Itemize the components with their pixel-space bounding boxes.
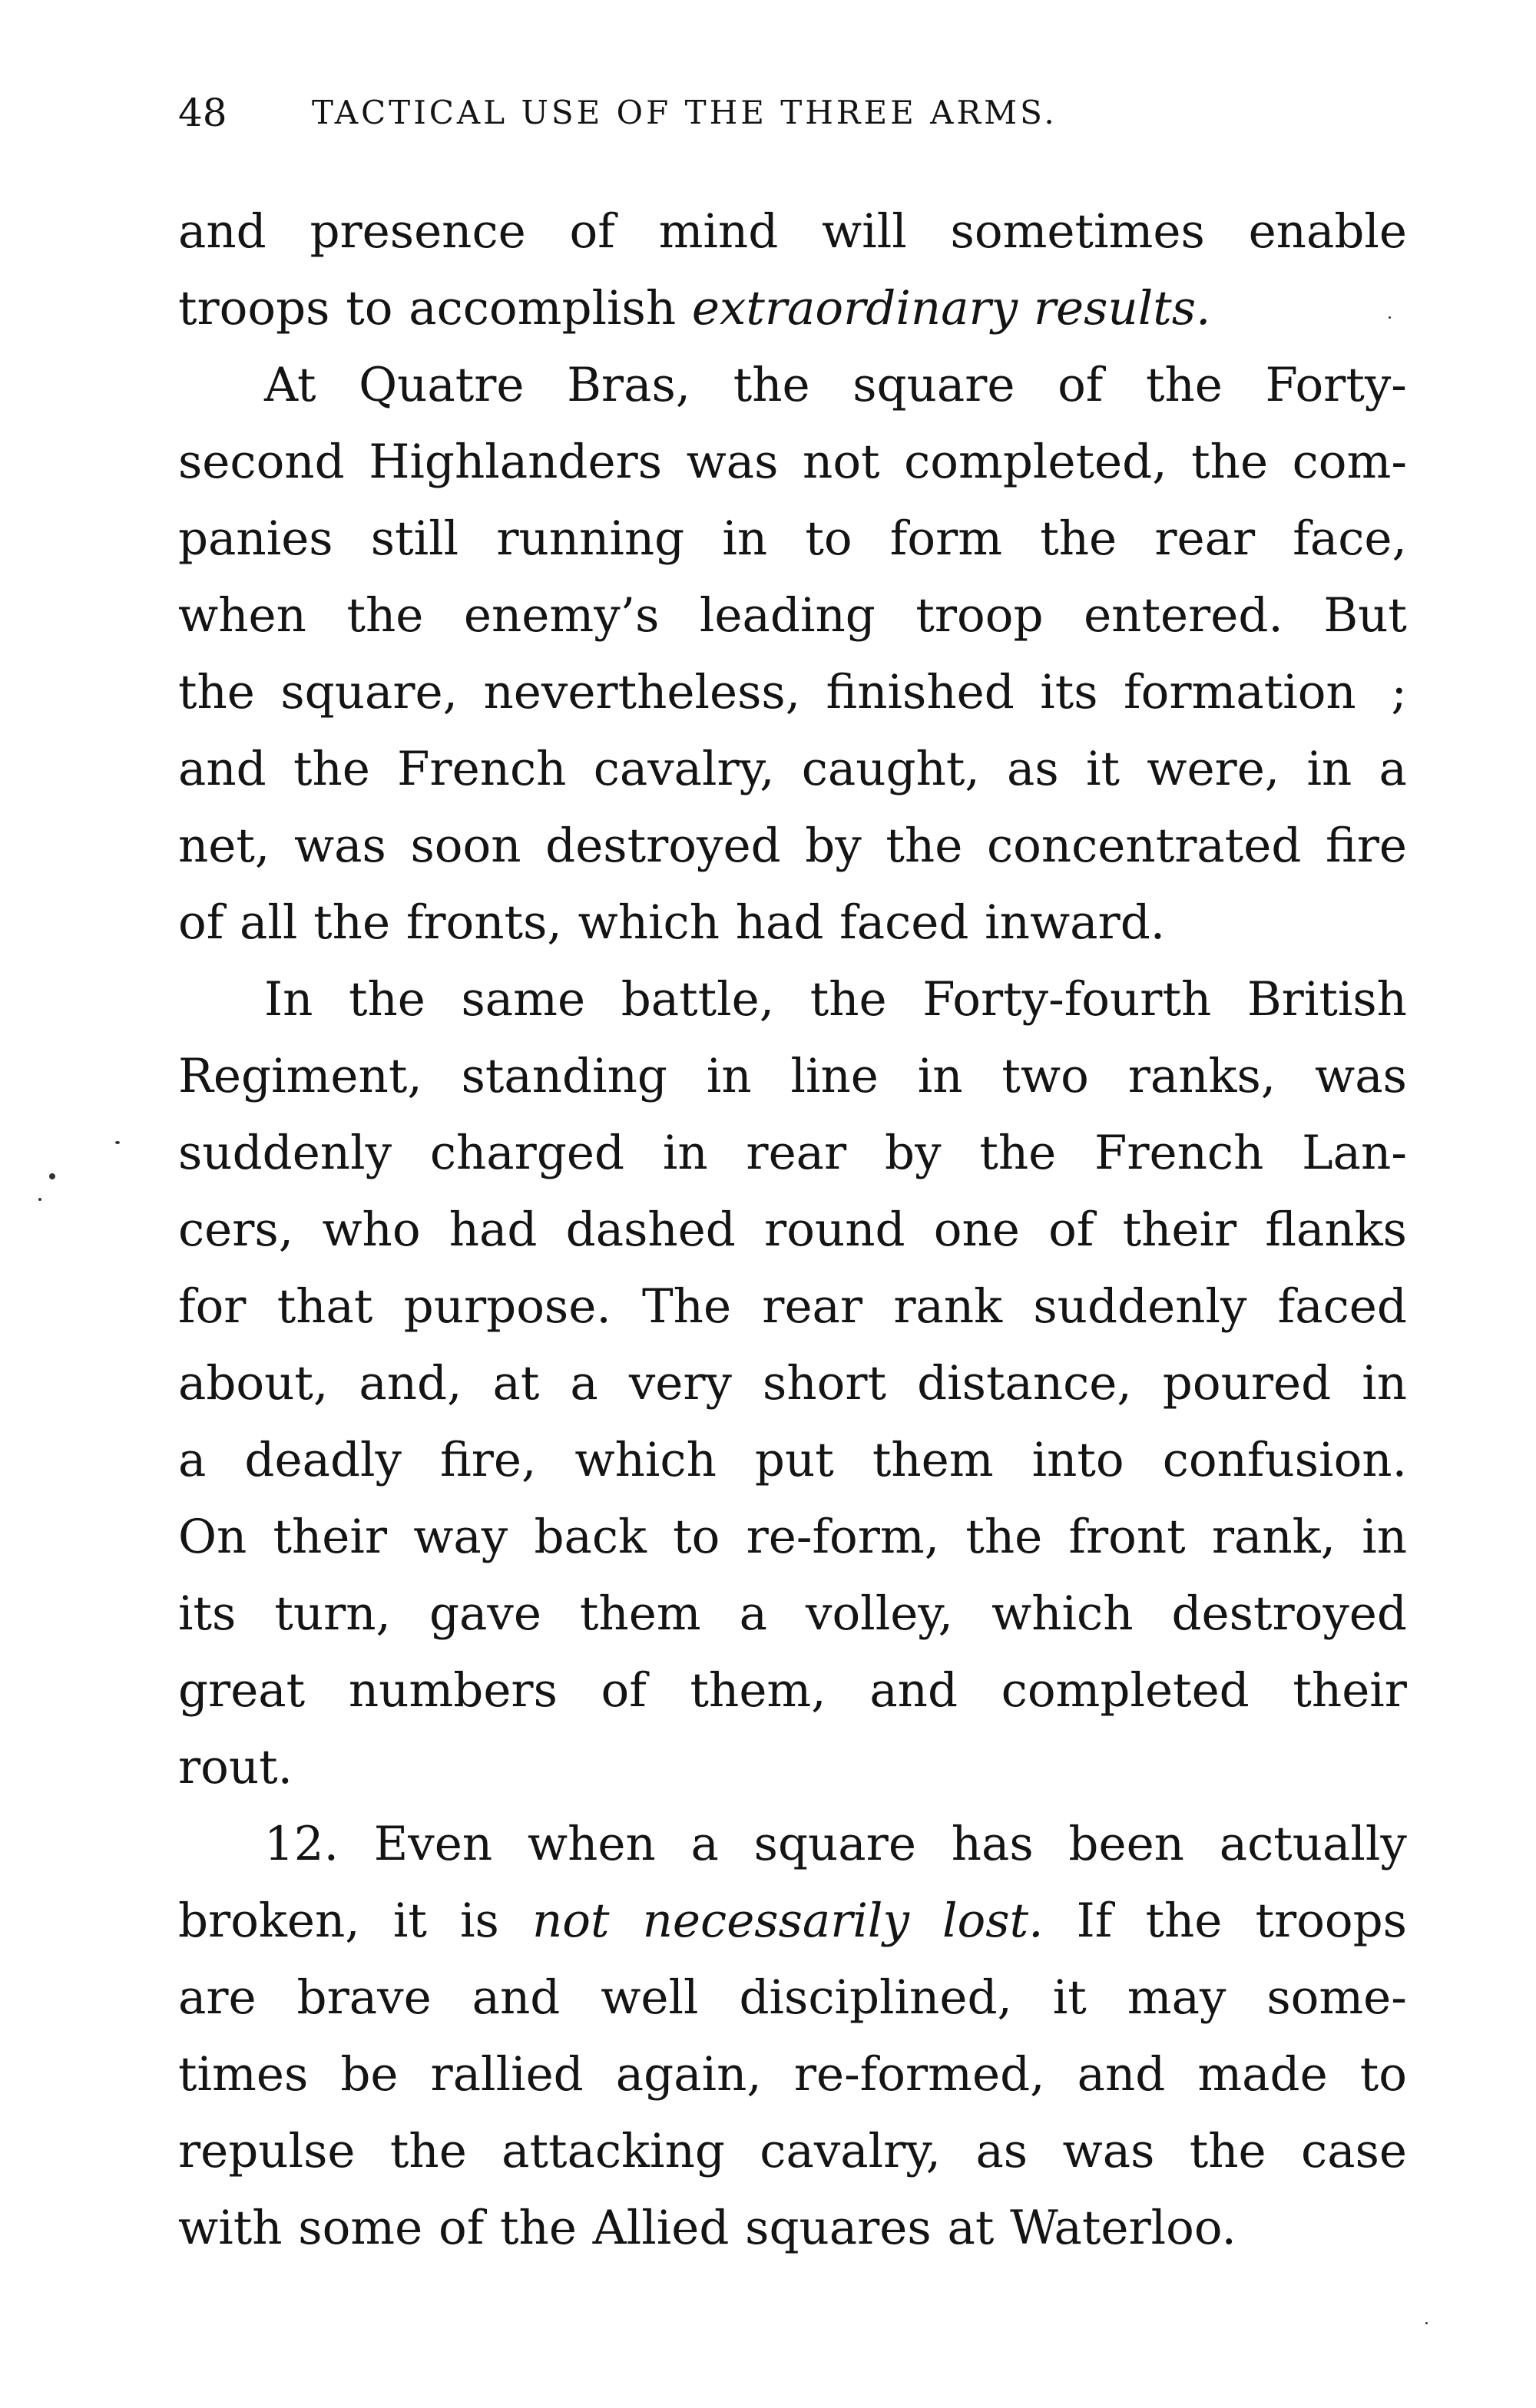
word: gave: [429, 1586, 541, 1641]
word: put: [754, 1433, 834, 1487]
word: it: [1085, 742, 1120, 796]
word: nevertheless,: [483, 665, 801, 719]
word: the: [178, 665, 255, 719]
word: completed: [1001, 1663, 1250, 1718]
word: 12.: [264, 1817, 339, 1871]
word: flanks: [1265, 1202, 1407, 1257]
word: completed,: [904, 435, 1167, 489]
word: one: [933, 1202, 1020, 1257]
word: leading: [699, 588, 876, 643]
word: Regiment,: [178, 1049, 422, 1103]
word: troops: [178, 281, 330, 336]
word: the: [979, 1126, 1057, 1180]
word: enable: [1248, 204, 1407, 259]
word: line: [790, 1049, 879, 1103]
word: formation: [1124, 665, 1356, 719]
text-line: [178, 194, 1407, 270]
word: In: [264, 972, 313, 1027]
word: poured: [1162, 1356, 1332, 1411]
word: com-: [1292, 435, 1407, 489]
word: in: [1362, 1356, 1407, 1411]
word: British: [1246, 972, 1407, 1027]
word: of: [178, 895, 224, 950]
word: cavalry,: [593, 742, 775, 796]
word: actually: [1219, 1817, 1407, 1871]
page-header: [178, 86, 1438, 140]
word: suddenly: [1033, 1279, 1247, 1334]
word: presence: [310, 204, 526, 259]
word: the: [1040, 511, 1117, 566]
text-line: [178, 1422, 1407, 1499]
word: a: [739, 1586, 768, 1641]
word: the: [733, 358, 810, 412]
word: all: [240, 895, 298, 950]
word: the: [346, 588, 424, 643]
word: when: [527, 1817, 656, 1871]
word: the: [1145, 358, 1223, 412]
word: the: [293, 742, 370, 796]
word: very: [628, 1356, 733, 1411]
text-line: [178, 1115, 1407, 1192]
word: running: [496, 511, 685, 566]
word: a: [690, 1817, 719, 1871]
word: in: [917, 1049, 963, 1103]
word: at: [492, 1356, 540, 1411]
word: French: [397, 742, 567, 796]
word: are: [178, 1970, 257, 2025]
word: their: [1293, 1663, 1407, 1718]
word: to: [673, 1510, 720, 1564]
word: form: [889, 511, 1003, 566]
word: turn,: [274, 1586, 391, 1641]
word: square: [852, 358, 1015, 412]
word: was: [1315, 1049, 1407, 1103]
word: and: [472, 1970, 561, 2025]
word: rank: [893, 1279, 1003, 1334]
word: the: [389, 2124, 467, 2178]
word: rallied: [430, 2047, 584, 2102]
word: case: [1301, 2124, 1407, 2178]
text-line: [178, 1038, 1407, 1115]
word: will: [822, 204, 907, 259]
word: standing: [461, 1049, 667, 1103]
word: its: [178, 1586, 237, 1641]
word: in: [1362, 1510, 1407, 1564]
text-line: [178, 1576, 1407, 1652]
word: charged: [429, 1126, 625, 1180]
text-line: [178, 2190, 1407, 2267]
word: the: [965, 1510, 1043, 1564]
word: has: [951, 1817, 1034, 1871]
word: the: [1189, 2124, 1266, 2178]
word: the: [313, 895, 391, 950]
word: to: [346, 281, 393, 336]
word: dashed: [565, 1202, 736, 1257]
word: the: [886, 819, 963, 873]
word: caught,: [801, 742, 980, 796]
word: into: [1031, 1433, 1124, 1487]
word: The: [641, 1279, 732, 1334]
word: troops: [1255, 1894, 1407, 1948]
word: Waterloo.: [1010, 2201, 1236, 2255]
word: purpose.: [403, 1279, 611, 1334]
word: ;: [1382, 665, 1407, 719]
word: in: [722, 511, 768, 566]
word: times: [178, 2047, 309, 2102]
word: numbers: [348, 1663, 558, 1718]
word: had: [735, 895, 824, 950]
word: Bras,: [567, 358, 691, 412]
word: is: [460, 1894, 499, 1948]
text-line: [178, 1345, 1407, 1422]
word: second: [178, 435, 345, 489]
word: when: [178, 588, 306, 643]
word: front: [1068, 1510, 1186, 1564]
word: rear: [1154, 511, 1256, 566]
word: which: [991, 1586, 1134, 1641]
word: to: [805, 511, 852, 566]
word: and: [869, 1663, 958, 1718]
word: the: [809, 972, 887, 1027]
text-line: [178, 1192, 1407, 1268]
word: concentrated: [986, 819, 1302, 873]
word: If: [1076, 1894, 1113, 1948]
word: re-formed,: [793, 2047, 1045, 2102]
word: rank,: [1211, 1510, 1336, 1564]
word: sometimes: [950, 204, 1205, 259]
word: which: [578, 895, 720, 950]
word: brave: [296, 1970, 432, 2025]
word: finished: [826, 665, 1015, 719]
word: results.: [1033, 281, 1211, 336]
text-line: [178, 2113, 1407, 2190]
word: by: [805, 819, 862, 873]
text-line: [178, 1499, 1407, 1576]
word: was: [686, 435, 779, 489]
word: not: [803, 435, 880, 489]
word: deadly: [244, 1433, 402, 1487]
word: of: [569, 204, 615, 259]
word: broken,: [178, 1894, 360, 1948]
word: the: [348, 972, 425, 1027]
word: was: [1062, 2124, 1155, 2178]
word: of: [601, 1663, 647, 1718]
word: attacking: [502, 2124, 725, 2178]
word: At: [264, 358, 316, 412]
word: ranks,: [1127, 1049, 1276, 1103]
word: cavalry,: [760, 2124, 942, 2178]
word: their: [273, 1510, 388, 1564]
scan-speck: [49, 1173, 55, 1179]
word: two: [1001, 1049, 1089, 1103]
word: them: [579, 1586, 701, 1641]
word: Forty-fourth: [922, 972, 1212, 1027]
scan-speck: [1425, 2322, 1428, 2324]
running-head: TACTICAL USE OF THE THREE ARMS.: [312, 94, 1058, 131]
word: them: [872, 1433, 994, 1487]
text-line: [178, 270, 1407, 347]
word: it: [1052, 1970, 1087, 2025]
word: as: [1007, 742, 1059, 796]
word: the: [1191, 435, 1269, 489]
word: its: [1040, 665, 1098, 719]
word: a: [1379, 742, 1407, 796]
word: faced: [1277, 1279, 1407, 1334]
word: rear: [762, 1279, 863, 1334]
page-number: 48: [178, 91, 227, 135]
word: not: [531, 1894, 610, 1948]
word: was: [293, 819, 386, 873]
scan-speck: [38, 1198, 41, 1201]
text-line: [178, 2036, 1407, 2113]
word: well: [601, 1970, 699, 2025]
word: net,: [178, 819, 270, 873]
word: were,: [1147, 742, 1280, 796]
text-line: [178, 1268, 1407, 1345]
word: round: [764, 1202, 905, 1257]
word: who: [322, 1202, 421, 1257]
word: accomplish: [409, 281, 677, 336]
word: made: [1197, 2047, 1328, 2102]
word: soon: [410, 819, 521, 873]
word: a: [570, 1356, 598, 1411]
word: lost.: [942, 1894, 1044, 1948]
word: disciplined,: [739, 1970, 1012, 2025]
word: a: [178, 1433, 207, 1487]
word: which: [574, 1433, 717, 1487]
word: and: [178, 204, 266, 259]
text-line: [178, 501, 1407, 577]
word: enemy’s: [463, 588, 660, 643]
text-line: [178, 424, 1407, 501]
word: inward.: [985, 895, 1166, 950]
word: may: [1127, 1970, 1226, 2025]
text-line: [178, 347, 1407, 424]
word: Quatre: [359, 358, 525, 412]
word: rout.: [178, 1740, 293, 1794]
word: with: [178, 2201, 283, 2255]
text-line: [178, 1729, 1407, 1806]
text-line: [178, 1652, 1407, 1729]
word: some-: [1266, 1970, 1407, 2025]
word: mind: [658, 204, 779, 259]
word: back: [534, 1510, 647, 1564]
word: confusion.: [1162, 1433, 1407, 1487]
word: about,: [178, 1356, 329, 1411]
word: again,: [615, 2047, 762, 2102]
word: square: [753, 1817, 916, 1871]
word: and,: [359, 1356, 462, 1411]
word: Lan-: [1302, 1126, 1407, 1180]
text-line: [178, 731, 1407, 808]
text-line: [178, 1883, 1407, 1960]
word: rear: [746, 1126, 847, 1180]
word: re-form,: [746, 1510, 940, 1564]
word: repulse: [178, 2124, 356, 2178]
word: On: [178, 1510, 247, 1564]
word: way: [413, 1510, 508, 1564]
word: the: [1145, 1894, 1223, 1948]
body-text: [178, 194, 1407, 2267]
word: fronts,: [406, 895, 562, 950]
word: French: [1094, 1126, 1264, 1180]
word: still: [370, 511, 459, 566]
text-line: [178, 885, 1407, 961]
word: in: [1306, 742, 1352, 796]
word: and: [178, 742, 266, 796]
word: cers,: [178, 1202, 294, 1257]
word: panies: [178, 511, 333, 566]
word: extraordinary: [691, 281, 1018, 336]
word: Even: [373, 1817, 493, 1871]
text-line: [178, 1960, 1407, 2036]
word: faced: [839, 895, 969, 950]
word: great: [178, 1663, 306, 1718]
word: and: [1077, 2047, 1166, 2102]
word: some: [298, 2201, 423, 2255]
word: troop: [915, 588, 1044, 643]
word: face,: [1293, 511, 1407, 566]
word: as: [975, 2124, 1028, 2178]
word: it: [392, 1894, 427, 1948]
scan-speck: [115, 1141, 120, 1144]
word: the: [500, 2201, 577, 2255]
word: squares: [745, 2201, 932, 2255]
word: by: [885, 1126, 942, 1180]
text-line: [178, 961, 1407, 1038]
word: volley,: [806, 1586, 954, 1641]
text-line: [178, 1806, 1407, 1883]
text-line: [178, 654, 1407, 731]
word: short: [763, 1356, 887, 1411]
word: for: [178, 1279, 247, 1334]
word: to: [1359, 2047, 1407, 2102]
word: destroyed: [1171, 1586, 1407, 1641]
word: in: [706, 1049, 752, 1103]
word: be: [340, 2047, 399, 2102]
word: of: [1048, 1202, 1094, 1257]
word: suddenly: [178, 1126, 392, 1180]
word: fire,: [440, 1433, 537, 1487]
word: been: [1068, 1817, 1184, 1871]
word: their: [1122, 1202, 1237, 1257]
word: entered.: [1084, 588, 1283, 643]
scan-speck: [1389, 316, 1391, 319]
word: that: [276, 1279, 373, 1334]
word: Allied: [592, 2201, 730, 2255]
word: had: [449, 1202, 538, 1257]
word: fire: [1326, 819, 1407, 873]
word: square,: [280, 665, 458, 719]
word: Highlanders: [369, 435, 663, 489]
word: of: [438, 2201, 485, 2255]
word: same: [461, 972, 586, 1027]
word: of: [1058, 358, 1104, 412]
word: battle,: [621, 972, 775, 1027]
word: at: [947, 2201, 995, 2255]
word: necessarily: [642, 1894, 909, 1948]
word: them,: [690, 1663, 826, 1718]
text-line: [178, 808, 1407, 885]
word: But: [1323, 588, 1407, 643]
text-line: [178, 577, 1407, 654]
word: distance,: [917, 1356, 1132, 1411]
word: Forty-: [1265, 358, 1407, 412]
word: in: [662, 1126, 708, 1180]
word: destroyed: [545, 819, 781, 873]
